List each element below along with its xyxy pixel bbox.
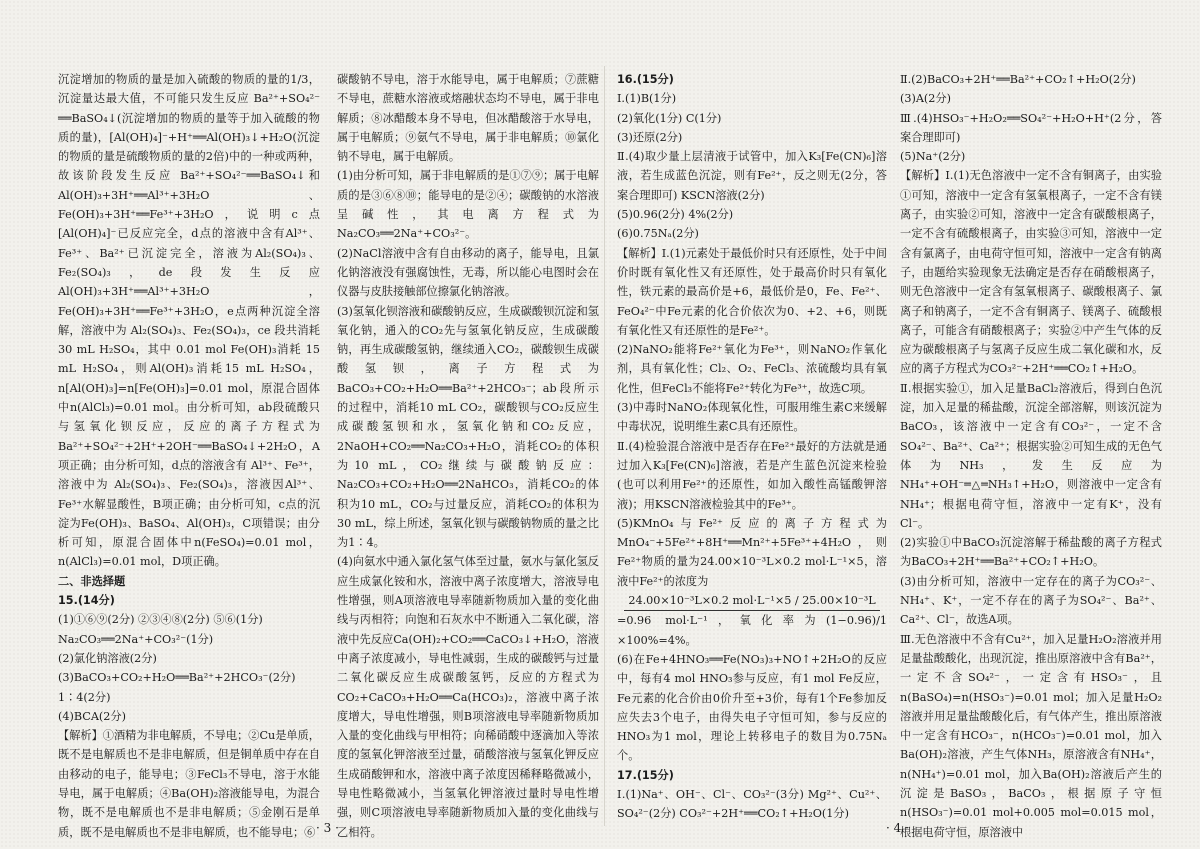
paragraph: (1)由分析可知，属于非电解质的是①⑦⑨；属于电解质的是③⑥⑧⑩；能导电的是②④；碳酸钠的水溶液呈碱性，其电离方程式为 Na₂CO₃══2Na⁺+CO₃²⁻。 bbox=[337, 169, 599, 241]
page4-column2 bbox=[900, 70, 1162, 839]
answer-line: Ⅲ.(4)HSO₃⁻+H₂O₂══SO₄²⁻+H₂O+H⁺(2分，答案合理即可) bbox=[900, 111, 1162, 144]
answer-line: Ⅰ.(1)B(1分) bbox=[617, 92, 677, 106]
page-number: · 3 · bbox=[316, 821, 339, 835]
answer-line: (3)BaCO₃+CO₂+H₂O══Ba²⁺+2HCO₃⁻(2分) bbox=[58, 671, 296, 685]
answer-line: (2)氯化钠溶液(2分) bbox=[58, 651, 157, 665]
answer-line: 1∶4(2分) bbox=[58, 690, 111, 704]
paragraph: (2)实验①中BaCO₃沉淀溶解于稀盐酸的离子方程式为BaCO₃+2H⁺══Ba²⁺+CO₂↑+H₂O。 bbox=[900, 536, 1162, 569]
paragraph: (6)在Fe+4HNO₃══Fe(NO₃)₃+NO↑+2H₂O的反应中，每有4 mol HNO₃参与反应，有1 mol Fe反应，Fe元素的化合价由0价升至+3价，每有1个Fe参加反应失去3个电子，由得失电子守恒可知，参与反应的HNO₃为1 mol，理论上转移电子的数目为0.75Nₐ个。 bbox=[617, 652, 887, 763]
paragraph: (3)中毒时NaNO₂体现氧化性，可服用维生素C来缓解中毒状况，说明维生素C具有还原性。 bbox=[617, 401, 887, 434]
paragraph: 沉淀增加的物质的量是加入硫酸的物质的量的1/3，沉淀量达最大值，不可能只发生反应 Ba²⁺+SO₄²⁻ ══BaSO₄↓(沉淀增加的物质的量等于加入硫酸的物质的量)，[Al(OH)₄]⁻+H⁺══Al(OH)₃↓+H₂O(沉淀的物质的量是硫酸物质的量的2倍)中的一种或两种，故该阶段发生反应 Ba²⁺+SO₄²⁻══BaSO₄↓和 Al(OH)₃+3H⁺══Al³⁺+3H₂O、Fe(OH)₃+3H⁺══Fe³⁺+3H₂O，说明c点[Al(OH)₄]⁻已反应完全，d点的溶液中含有Al³⁺、Fe³⁺、Ba²⁺已沉淀完全，溶液为Al₂(SO₄)₃、Fe₂(SO₄)₃，de段发生反应 Al(OH)₃+3H⁺══Al³⁺+3H₂O，Fe(OH)₃+3H⁺══Fe³⁺+3H₂O，e点两种沉淀全溶解，溶液中为 Al₂(SO₄)₃、Fe₂(SO₄)₃，ce 段共消耗 30 mL H₂SO₄，其中 0.01 mol Fe(OH)₃消耗 15 mL H₂SO₄，则Al(OH)₃消耗15 mL H₂SO₄，n[Al(OH)₃]=n[Fe(OH)₃]=0.01 mol，原混合固体中n(AlCl₃)=0.01 mol。由分析可知，ab段硫酸只与氢氧化钡反应，反应的离子方程式为 Ba²⁺+SO₄²⁻+2H⁺+2OH⁻══BaSO₄↓+2H₂O，A项正确；由分析可知，d点的溶液含有 Al³⁺、Fe³⁺，溶液中为 Al₂(SO₄)₃、Fe₂(SO₄)₃，溶液因Al³⁺、Fe³⁺水解显酸性，B项正确；由分析可知，c点的沉淀为Fe(OH)₃、BaSO₄、Al(OH)₃，C项错误；由分析可知，原混合固体中n(FeSO₄)=0.01 mol，n(AlCl₃)=0.01 mol，D项正确。 bbox=[58, 73, 320, 569]
paragraph: (5)KMnO₄与Fe²⁺反应的离子方程式为MnO₄⁻+5Fe²⁺+8H⁺══Mn²⁺+5Fe³⁺+4H₂O，则Fe²⁺物质的量为24.00×10⁻³L×0.2 mol·L⁻¹×5，溶液中Fe²⁺的浓度为 bbox=[617, 516, 887, 588]
answer-line: (2)氧化(1分) C(1分) bbox=[617, 111, 722, 125]
paragraph: Ⅱ.根据实验①，加入足量BaCl₂溶液后，得到白色沉淀，加入足量的稀盐酸，沉淀全部溶解，则该沉淀为BaCO₃，该溶液中一定含有CO₃²⁻，一定不含SO₄²⁻、Ba²⁺、Ca²⁺；根据实验②可知生成的无色气体为NH₃，发生反应为NH₄⁺+OH⁻═△═NH₃↑+H₂O，则溶液中一定含有NH₄⁺；根据电荷守恒，溶液中一定有K⁺，没有Cl⁻。 bbox=[900, 381, 1162, 530]
answer-line: (4)BCA(2分) bbox=[58, 709, 126, 723]
paragraph: (3)氢氧化钡溶液和碳酸钠反应，生成碳酸钡沉淀和氢氧化钠，通入的CO₂先与氢氧化钠反应，生成碳酸钠，再生成碳酸氢钠，继续通入CO₂，碳酸钡生成碳酸氢钡，离子方程式为 BaCO₃+CO₂+H₂O══Ba²⁺+2HCO₃⁻；ab段所示的过程中，消耗10 mL CO₂，碳酸钡与CO₂反应生成碳酸氢钡和水，氢氧化钠和CO₂反应，2NaOH+CO₂══Na₂CO₃+H₂O，消耗CO₂的体积为10 mL，CO₂继续与碳酸钠反应：Na₂CO₃+CO₂+H₂O══2NaHCO₃，消耗CO₂的体积为10 mL，CO₂与过量反应，消耗CO₂的体积为30 mL，综上所述，氢氧化钡与碳酸钠物质的量之比为1∶4。 bbox=[337, 304, 599, 550]
question-number: 17.(15分) bbox=[617, 768, 674, 782]
page3-column2 bbox=[337, 70, 599, 839]
page-number: · 4 · bbox=[886, 821, 909, 835]
answer-line: (5)Na⁺(2分) bbox=[900, 150, 966, 164]
paragraph: Ⅱ.(4)检验混合溶液中是否存在Fe²⁺最好的方法就是通过加入K₃[Fe(CN)₆]溶液，若是产生蓝色沉淀来检验(也可以利用Fe²⁺的还原性，如加入酸性高锰酸钾溶液)；用KSCN溶液检验其中的Fe³⁺。 bbox=[617, 439, 887, 511]
page4-column1 bbox=[617, 70, 887, 821]
paragraph: Ⅲ.无色溶液中不含有Cu²⁺，加入足量H₂O₂溶液并用足量盐酸酸化，出现沉淀，推出原溶液中含有Ba²⁺，一定不含SO₄²⁻，一定含有HSO₃⁻，且n(BaSO₄)=n(HSO₃⁻)=0.01 mol；加入足量H₂O₂溶液并用足量盐酸酸化后，有气体产生，推出原溶液中一定含有HCO₃⁻，n(HCO₃⁻)=0.01 mol，加入Ba(OH)₂溶液，产生气体NH₃，原溶液含有NH₄⁺，n(NH₄⁺)=0.01 mol，加入Ba(OH)₂溶液后产生的沉淀是BaSO₃，BaCO₃，根据原子守恒 n(HSO₃⁻)=0.01 mol+0.005 mol=0.015 mol，根据电荷守恒，原溶液中 bbox=[900, 632, 1162, 839]
answer-line: (3)还原(2分) bbox=[617, 130, 683, 144]
answer-line: Ⅰ.(1)Na⁺、OH⁻、Cl⁻、CO₃²⁻(3分) Mg²⁺、Cu²⁺、SO₄²⁻(2分) CO₃²⁻+2H⁺══CO₂↑+H₂O(1分) bbox=[617, 787, 887, 821]
answer-line: Na₂CO₃══2Na⁺+CO₃²⁻(1分) bbox=[58, 632, 214, 646]
paragraph: =0.96 mol·L⁻¹，氧化率为(1−0.96)/1 ×100%=4%。 bbox=[617, 614, 887, 647]
page3-column1 bbox=[58, 70, 320, 839]
answer-line: Ⅱ.(4)取少量上层清液于试管中，加入K₃[Fe(CN)₆]溶液，若生成蓝色沉淀，则有Fe²⁺，反之则无(2分，答案合理即可) KSCN溶液(2分) bbox=[617, 150, 887, 202]
fraction-formula: 24.00×10⁻³L×0.2 mol·L⁻¹×5 / 25.00×10⁻³L bbox=[617, 591, 887, 611]
paragraph: (3)由分析可知，溶液中一定存在的离子为CO₃²⁻、NH₄⁺、K⁺，一定不存在的离子为SO₄²⁻、Ba²⁺、Ca²⁺、Cl⁻，故选A项。 bbox=[900, 574, 1162, 627]
question-number: 16.(15分) bbox=[617, 73, 674, 86]
answer-line: (5)0.96(2分) 4%(2分) bbox=[617, 208, 734, 222]
paragraph: (4)向氨水中通入氯化氢气体至过量，氨水与氯化氢反应生成氯化铵和水，溶液中离子浓度增大，溶液导电性增强，则A项溶液电导率随新物质加入量的变化曲线与丙相符；向饱和石灰水中不断通入二氧化碳，溶液中先反应Ca(OH)₂+CO₂══CaCO₃↓+H₂O，溶液中离子浓度减小，导电性减弱，生成的碳酸钙与过量二氧化碳反应生成碳酸氢钙，反应的方程式为 CO₂+CaCO₃+H₂O══Ca(HCO₃)₂，溶液中离子浓度增大，导电性增强，则B项溶液电导率随新物质加入量的变化曲线与甲相符；向稀硝酸中逐滴加入等浓度的氢氧化钾溶液至过量，硝酸溶液与氢氧化钾反应生成硝酸钾和水，溶液中离子浓度因稀释略微减小，导电性略微减小，当氢氧化钾溶液过量时导电性增强，则C项溶液电导率随新物质加入量的变化曲线与乙相符。 bbox=[337, 555, 599, 839]
analysis-paragraph: 【解析】Ⅰ.(1)元素处于最低价时只有还原性，处于中间价时既有氧化性又有还原性，处于最高价时只有氧化性，铁元素的最高价是+6，最低价是0，Fe、Fe²⁺、FeO₄²⁻中Fe元素的化合价依次为0、+2、+6，则既有氧化性又有还原性的是Fe²⁺。 bbox=[617, 246, 887, 337]
question-number: 15.(14分) bbox=[58, 594, 115, 608]
answer-line: (6)0.75Nₐ(2分) bbox=[617, 227, 699, 241]
section-heading: 二、非选择题 bbox=[58, 574, 126, 588]
answer-line: (1)①⑥⑨(2分) ②③④⑧(2分) ⑤⑥(1分) bbox=[58, 613, 263, 627]
answer-line: Ⅱ.(2)BaCO₃+2H⁺══Ba²⁺+CO₂↑+H₂O(2分) bbox=[900, 73, 1136, 86]
answer-line: (3)A(2分) bbox=[900, 92, 951, 106]
paragraph: 碳酸钠不导电，溶于水能导电，属于电解质；⑦蔗糖不导电，蔗糖水溶液或熔融状态均不导电，属于非电解质；⑧冰醋酸本身不导电，但冰醋酸溶于水导电，属于电解质；⑨氨气不导电，属于非电解质；⑩氯化钠不导电，属于电解质。 bbox=[337, 73, 599, 164]
analysis-paragraph: 【解析】①酒精为非电解质，不导电；②Cu是单质，既不是电解质也不是非电解质，但是铜单质中存在自由移动的电子，能导电；③FeCl₃不导电，溶于水能导电，属于电解质；④Ba(OH)₂溶液能导电，为混合物，既不是电解质也不是非电解质；⑤金刚石是单质，既不是电解质也不是非电解质，也不能导电；⑥ bbox=[58, 729, 320, 839]
page-gutter bbox=[604, 66, 605, 826]
analysis-paragraph: 【解析】Ⅰ.(1)无色溶液中一定不含有铜离子，由实验①可知，溶液中一定含有氢氧根离子，一定不含有镁离子，由实验②可知，溶液中一定含有碳酸根离子，一定不含有硫酸根离子，由实验③可知，溶液中一定含有氯离子，由电荷守恒可知，溶液中一定含有钠离子，由题给实验现象无法确定是否存在硝酸根离子，则无色溶液中一定含有氢氧根离子、碳酸根离子、氯离子和钠离子，一定不含有铜离子、镁离子、硫酸根离子，可能含有硝酸根离子；实验②中产生气体的反应为碳酸根离子与氢离子反应生成二氧化碳和水，反应的离子方程式为CO₃²⁻+2H⁺══CO₂↑+H₂O。 bbox=[900, 169, 1162, 376]
paragraph: (2)NaCl溶液中含有自由移动的离子，能导电，且氯化钠溶液没有强腐蚀性，无毒，所以能心电图时会在仪器与皮肤接触部位擦氯化钠溶液。 bbox=[337, 246, 599, 299]
paragraph: (2)NaNO₂能将Fe²⁺氧化为Fe³⁺，则NaNO₂作氧化剂，具有氧化性；Cl₂、O₂、FeCl₃、浓硫酸均具有氧化性，但FeCl₃不能将Fe²⁺转化为Fe³⁺，故选C项。 bbox=[617, 343, 887, 395]
